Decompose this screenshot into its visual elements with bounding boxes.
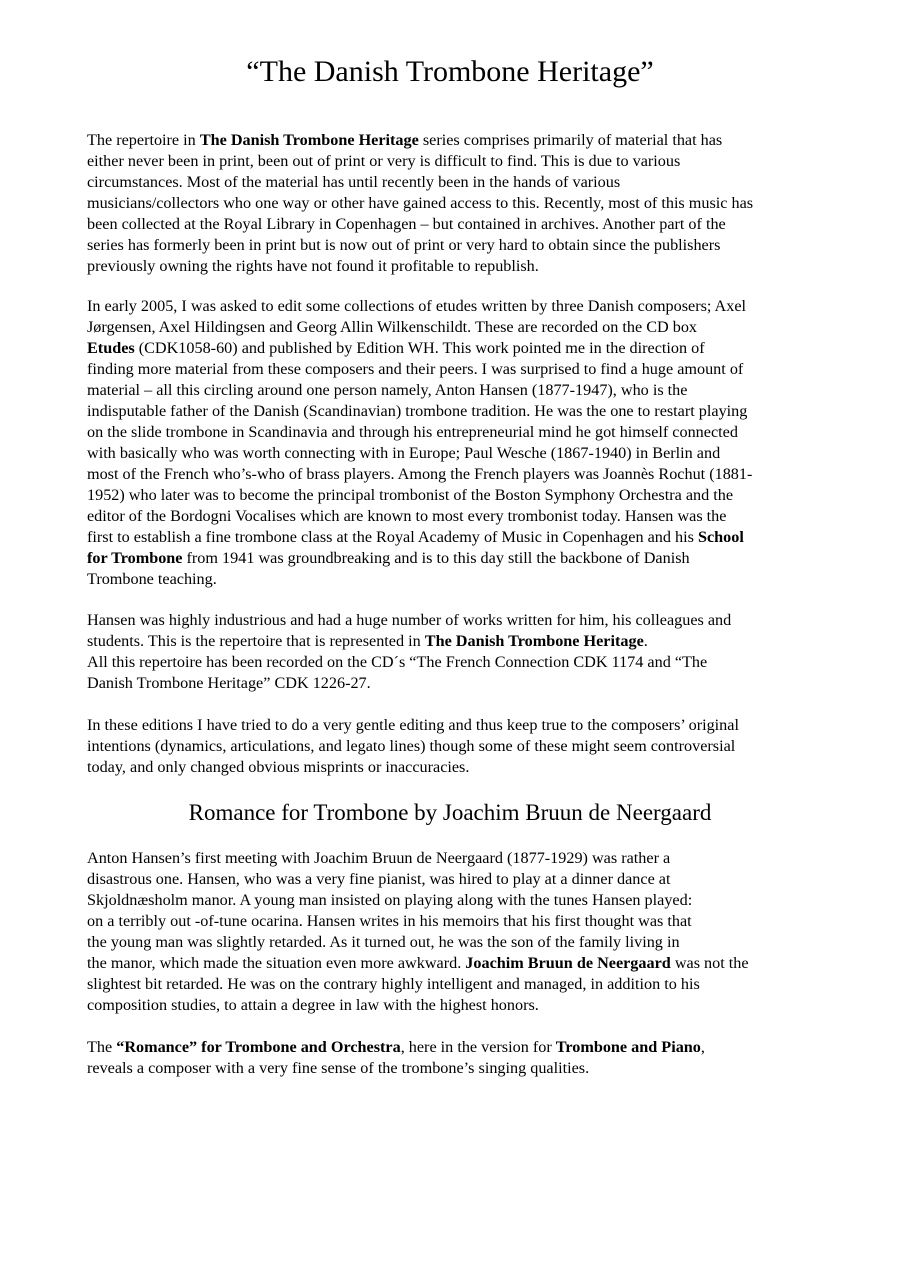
text-line: intentions (dynamics, articulations, and legato lines) though some of these might seem controversial — [87, 737, 736, 755]
text-line: with basically who was worth connecting with in Europe; Paul Wesche (1867-1940) in Berlin and — [87, 444, 721, 462]
romance-title-bold: “Romance” for Trombone and Orchestra — [116, 1038, 401, 1056]
text-line: The “Romance” for Trombone and Orchestra, here in the version for Trombone and Piano, — [87, 1038, 705, 1056]
text-line: students. This is the repertoire that is represented in The Danish Trombone Heritage. — [87, 632, 648, 650]
text-line: editor of the Bordogni Vocalises which are known to most every trombonist today. Hansen was the — [87, 507, 727, 525]
composer-name-bold: Joachim Bruun de Neergaard — [465, 954, 671, 972]
page-title: “The Danish Trombone Heritage” — [246, 55, 654, 88]
paragraph-romance — [87, 1037, 827, 1079]
text-line: previously owning the rights have not found it profitable to republish. — [87, 257, 539, 275]
text-line: the manor, which made the situation even more awkward. Joachim Bruun de Neergaard was not the — [87, 954, 749, 972]
text-line: musicians/collectors who one way or other have gained access to this. Recently, most of this music has — [87, 194, 754, 212]
series-name-bold: The Danish Trombone Heritage — [424, 632, 644, 650]
paragraph-etudes — [87, 296, 827, 590]
text-line: for Trombone from 1941 was groundbreaking and is to this day still the backbone of Danish — [87, 549, 690, 567]
text-line: on a terribly out -of-tune ocarina. Hansen writes in his memoirs that his first thought was that — [87, 912, 692, 930]
section-heading: Romance for Trombone by Joachim Bruun de Neergaard — [188, 800, 712, 825]
paragraph-repertoire — [87, 610, 827, 694]
piano-version-bold: Trombone and Piano — [555, 1038, 701, 1056]
text-line: All this repertoire has been recorded on the CD´s “The French Connection CDK 1174 and “The — [87, 653, 708, 671]
text-line: on the slide trombone in Scandinavia and through his entrepreneurial mind he got himself connected — [87, 423, 738, 441]
for-trombone-bold: for Trombone — [87, 549, 183, 567]
text-line: In these editions I have tried to do a very gentle editing and thus keep true to the composers’ original — [87, 716, 739, 734]
text-line: The repertoire in The Danish Trombone Heritage series comprises primarily of material that has — [87, 131, 723, 149]
text-line: Trombone teaching. — [87, 570, 217, 588]
text-line: 1952) who later was to become the principal trombonist of the Boston Symphony Orchestra and the — [87, 486, 734, 504]
text-line: Hansen was highly industrious and had a huge number of works written for him, his colleagues and — [87, 611, 732, 629]
etudes-bold: Etudes — [87, 339, 135, 357]
school-bold: School — [697, 528, 744, 546]
text-line: slightest bit retarded. He was on the contrary highly intelligent and managed, in addition to his — [87, 975, 700, 993]
text-line: been collected at the Royal Library in Copenhagen – but contained in archives. Another part of the — [87, 215, 726, 233]
text-line: material – all this circling around one person namely, Anton Hansen (1877-1947), who is the — [87, 381, 688, 399]
text-line: disastrous one. Hansen, who was a very fine pianist, was hired to play at a dinner dance at — [87, 870, 671, 888]
paragraph-intro — [87, 130, 827, 277]
text-line: most of the French who’s-who of brass players. Among the French players was Joannès Rochut (1881- — [87, 465, 753, 483]
text-line: composition studies, to attain a degree in law with the highest honors. — [87, 996, 539, 1014]
text-line: Anton Hansen’s first meeting with Joachim Bruun de Neergaard (1877-1929) was rather a — [87, 849, 671, 867]
series-name-bold: The Danish Trombone Heritage — [199, 131, 419, 149]
text-line: indisputable father of the Danish (Scandinavian) trombone tradition. He was the one to restart playing — [87, 402, 748, 420]
text-line: Skjoldnæsholm manor. A young man insisted on playing along with the tunes Hansen played: — [87, 891, 693, 909]
text-line: Etudes (CDK1058-60) and published by Edition WH. This work pointed me in the direction of — [87, 339, 705, 357]
text-line: finding more material from these composers and their peers. I was surprised to find a huge amount of — [87, 360, 744, 378]
text-line: today, and only changed obvious misprints or inaccuracies. — [87, 758, 470, 776]
text-line: Danish Trombone Heritage” CDK 1226-27. — [87, 674, 371, 692]
text-line: series has formerly been in print but is now out of print or very hard to obtain since the publishers — [87, 236, 721, 254]
text-line: Jørgensen, Axel Hildingsen and Georg Allin Wilkenschildt. These are recorded on the CD box — [87, 318, 698, 336]
text-line: In early 2005, I was asked to edit some collections of etudes written by three Danish composers; Axel — [87, 297, 747, 315]
text-line: circumstances. Most of the material has until recently been in the hands of various — [87, 173, 621, 191]
text-line: the young man was slightly retarded. As it turned out, he was the son of the family living in — [87, 933, 680, 951]
text-line: either never been in print, been out of print or very is difficult to find. This is due to various — [87, 152, 681, 170]
paragraph-neergaard — [87, 848, 827, 1016]
paragraph-editing — [87, 715, 827, 778]
text-line: first to establish a fine trombone class at the Royal Academy of Music in Copenhagen and his School — [87, 528, 744, 546]
text-line: reveals a composer with a very fine sense of the trombone’s singing qualities. — [87, 1059, 590, 1077]
